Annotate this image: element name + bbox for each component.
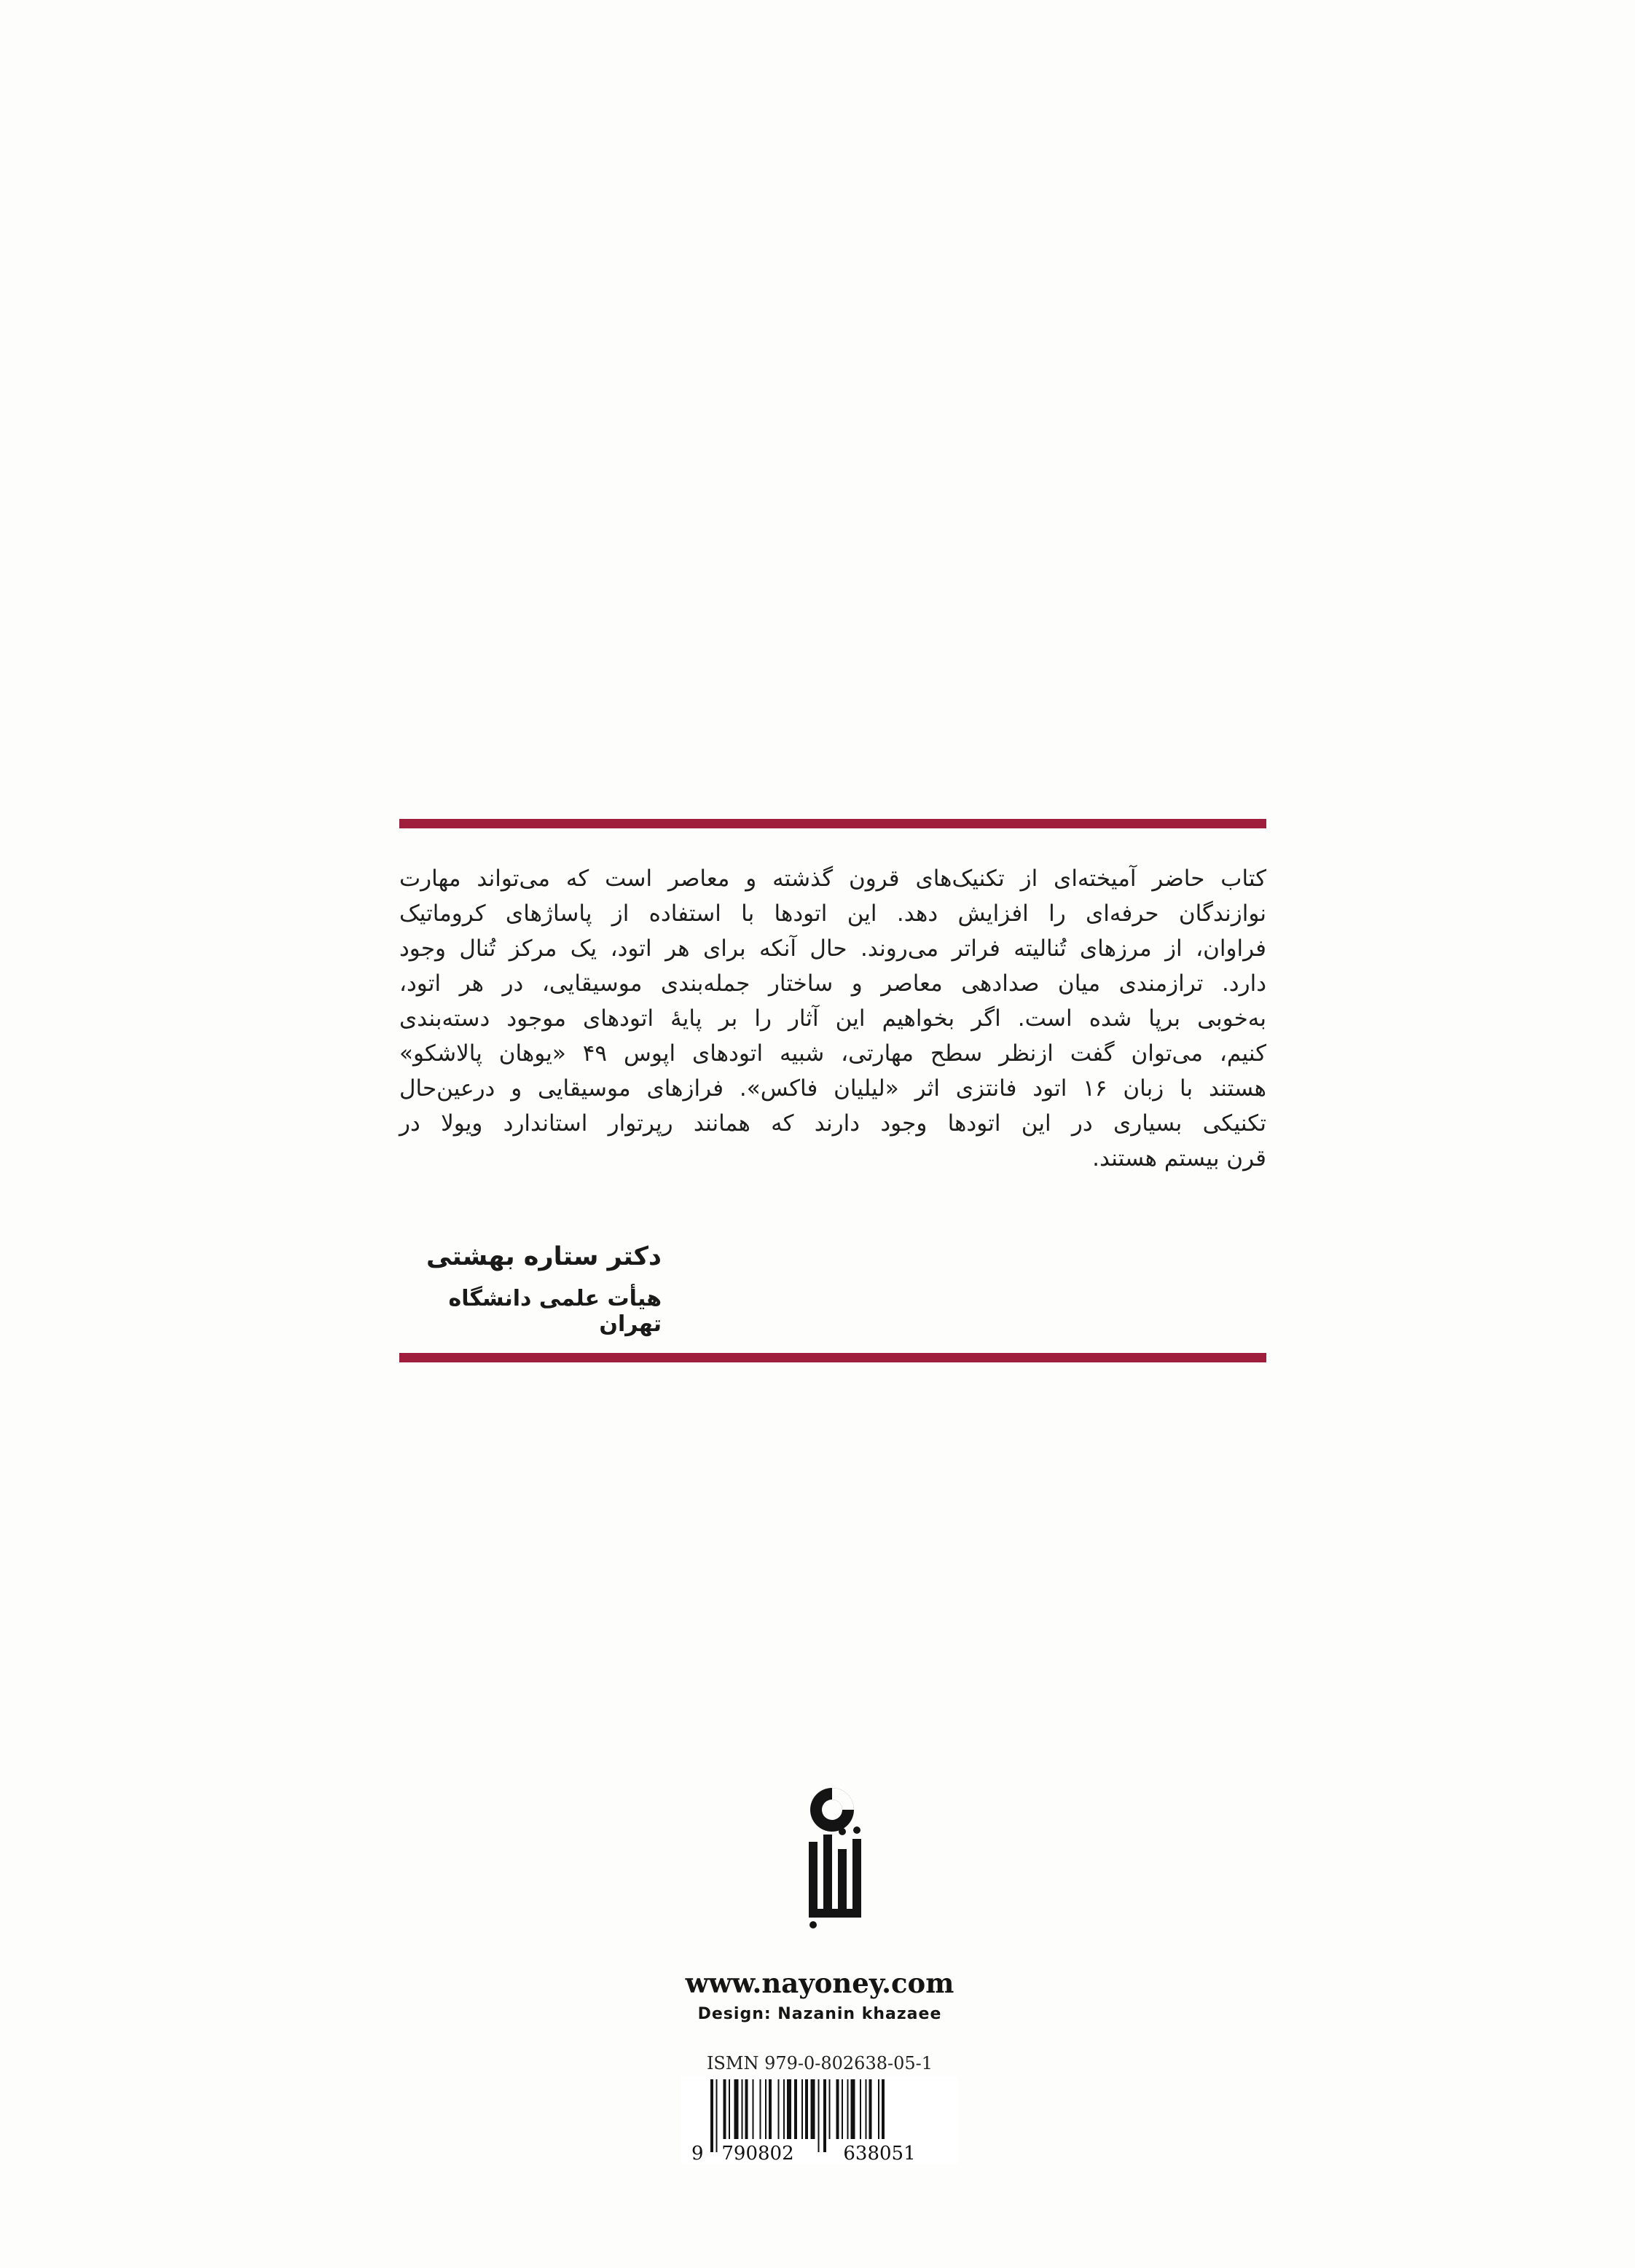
blurb-line: کتاب حاضر آمیخته‌ای از تکنیک‌های قرون گذشته و معاصر است که می‌تواند مهارت — [399, 866, 1266, 892]
barcode-bar — [769, 2079, 772, 2139]
barcode-bar — [818, 2079, 820, 2152]
top-divider-rule — [399, 819, 1266, 828]
blurb-line: قرن بیستم هستند. — [1092, 1145, 1266, 1172]
barcode-bar — [847, 2079, 849, 2139]
barcode-bar — [765, 2079, 766, 2139]
barcode-bar — [710, 2079, 713, 2152]
barcode-bar — [787, 2079, 791, 2139]
author-affiliation: هیأت علمی دانشگاه تهران — [448, 1286, 662, 1337]
barcode-bar — [878, 2079, 879, 2139]
designer-credit: Design: Nazanin khazaee — [697, 2005, 942, 2023]
blurb-line: هستند با زبان ۱۶ اتود فانتزی اثر «لیلیان فاکس». فرازهای موسیقایی و درعین‌حال — [399, 1075, 1266, 1102]
barcode-bar — [794, 2079, 797, 2139]
publisher-logo — [788, 1784, 876, 1929]
barcode-bar — [851, 2079, 855, 2139]
back-cover-blurb — [399, 861, 1266, 1176]
barcode-bar — [724, 2079, 726, 2139]
blurb-line: به‌خوبی برپا شده است. اگر بخواهیم این آثار را بر پایهٔ اتودهای موجود دسته‌بندی — [399, 1005, 1266, 1032]
barcode-bar — [745, 2079, 748, 2139]
blurb-line: کنیم، می‌توان گفت ازنظر سطح مهارتی، شبیه اتودهای اپوس ۴۹ «یوهان پالاشکو» — [399, 1040, 1266, 1067]
barcode-bar — [753, 2079, 754, 2139]
barcode-bar — [805, 2079, 808, 2139]
barcode-bar — [829, 2079, 831, 2139]
barcode-bar — [836, 2079, 839, 2139]
barcode-digits-left: 9 — [691, 2143, 704, 2164]
barcode-bar — [842, 2079, 843, 2139]
blurb-line: تکنیکی بسیاری در این اتودها وجود دارند که همانند رپرتوار استاندارد ویولا در — [399, 1110, 1266, 1137]
blurb-line: نوازندگان حرفه‌ای را افزایش دهد. این اتودها با استفاده از پاساژهای کروماتیک — [399, 900, 1266, 927]
blurb-line: فراوان، از مرزهای تُنالیته فراتر می‌روند. حال آنکه برای هر اتود، یک مرکز تُنال وجود — [399, 935, 1266, 962]
barcode-bar — [716, 2079, 718, 2152]
blurb-line: دارد. ترازمندی میان صدادهی معاصر و ساختار جمله‌بندی موسیقایی، در هر اتود، — [399, 970, 1266, 997]
barcode-bar — [869, 2079, 872, 2139]
barcode-bar — [823, 2079, 826, 2152]
barcode-digits-mid: 790802 — [721, 2143, 794, 2164]
ismn-label: ISMN 979-0-802638-05-1 — [706, 2053, 933, 2073]
barcode-digits-right: 638051 — [843, 2143, 916, 2164]
barcode-bar — [783, 2079, 785, 2139]
barcode-bar — [760, 2079, 761, 2139]
barcode-bar — [866, 2079, 867, 2139]
barcode-bar — [801, 2079, 803, 2139]
author-name: دکتر ستاره بهشتی — [426, 1242, 662, 1271]
barcode-bar — [729, 2079, 730, 2139]
publisher-website: www.nayoney.com — [685, 1967, 954, 1999]
barcode-bar — [860, 2079, 861, 2139]
barcode-bar — [882, 2079, 885, 2139]
barcode-bar — [742, 2079, 743, 2139]
barcode-bar — [778, 2079, 780, 2139]
bottom-divider-rule — [399, 1353, 1266, 1362]
barcode-bar — [811, 2079, 815, 2139]
barcode-bar — [734, 2079, 739, 2139]
barcode — [681, 2076, 958, 2164]
